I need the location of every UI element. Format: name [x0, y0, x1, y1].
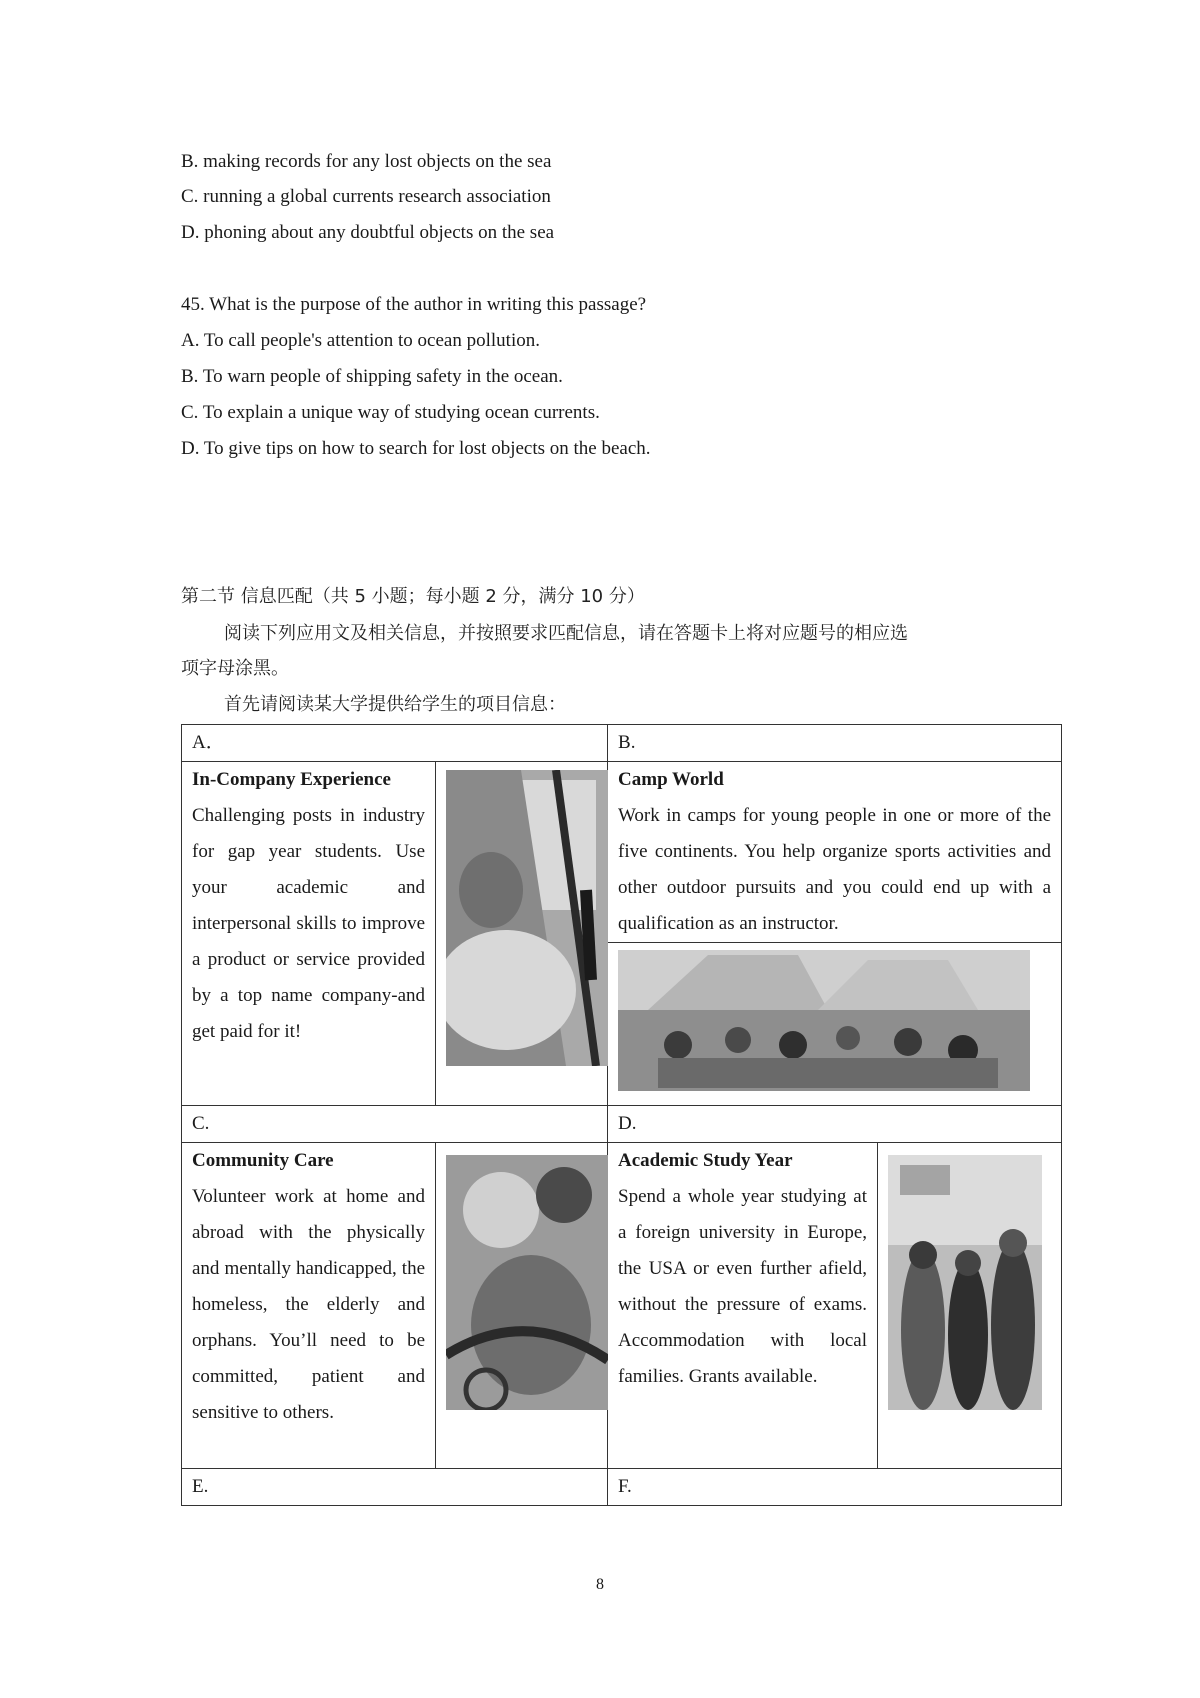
page-number: 8: [596, 1576, 604, 1593]
q45-option-c: C. To explain a unique way of studying ocean currents.: [181, 402, 600, 423]
program-c-photo-cell: [436, 1143, 608, 1469]
program-b-text: [608, 762, 1062, 943]
students-photo: [888, 1155, 1042, 1410]
program-c-label: C.: [182, 1106, 608, 1143]
program-a-photo-cell: [436, 762, 608, 1106]
program-d-label: D.: [608, 1106, 1062, 1143]
option-c-prev: C. running a global currents research association: [181, 186, 551, 207]
option-d-prev: D. phoning about any doubtful objects on the sea: [181, 222, 555, 243]
program-a-title: In-Company Experience: [192, 769, 391, 790]
program-f-label: F.: [608, 1469, 1062, 1506]
section-instruction-line1: 阅读下列应用文及相关信息，并按照要求匹配信息，请在答题卡上将对应题号的相应选: [224, 623, 908, 644]
section-intro: 首先请阅读某大学提供给学生的项目信息：: [224, 694, 566, 715]
q45-option-a: A. To call people's attention to ocean pollution.: [181, 330, 540, 351]
program-d-photo-cell: [878, 1143, 1062, 1469]
program-c-body: Volunteer work at home and abroad with the physically and mentally handicapped, the homeless, the elderly and orphans. You’ll need to be committed, patient and sensitive to others.: [192, 1186, 425, 1423]
office-worker-photo: [446, 770, 608, 1066]
program-c-title: Community Care: [192, 1150, 334, 1171]
section-heading: 第二节 信息匹配（共 5 小题；每小题 2 分，满分 10 分）: [181, 586, 645, 607]
program-d-title: Academic Study Year: [618, 1150, 793, 1171]
program-d-text: [608, 1143, 878, 1469]
program-c-text: [182, 1143, 436, 1469]
q45-option-d: D. To give tips on how to search for lost objects on the beach.: [181, 438, 651, 459]
program-b-photo-cell: [608, 943, 1062, 1106]
section-instruction-line2: 项字母涂黑。: [181, 658, 289, 679]
program-a-text: [182, 762, 436, 1106]
q45-option-b: B. To warn people of shipping safety in the ocean.: [181, 366, 563, 387]
programs-table: [181, 724, 1062, 1506]
program-a-label: A．: [182, 725, 608, 762]
program-b-title: Camp World: [618, 769, 724, 790]
program-e-label: E.: [182, 1469, 608, 1506]
program-b-body: Work in camps for young people in one or more of the five continents. You help organize sports activities and other outdoor pursuits and you could end up with a qualification as an instructor.: [618, 805, 1052, 934]
program-d-body: Spend a whole year studying at a foreign university in Europe, the USA or even further afield, without the pressure of exams. Accommodation with local families. Grants available.: [618, 1186, 868, 1387]
question-45: 45. What is the purpose of the author in writing this passage?: [181, 294, 647, 315]
option-b-prev: B. making records for any lost objects on the sea: [181, 151, 552, 172]
program-b-label: B.: [608, 725, 1062, 762]
camp-group-photo: [618, 950, 1030, 1091]
program-a-body: Challenging posts in industry for gap year students. Use your academic and interpersonal skills to improve a product or service provided by a top name company-and get paid for it!: [192, 805, 425, 1042]
community-care-photo: [446, 1155, 608, 1410]
